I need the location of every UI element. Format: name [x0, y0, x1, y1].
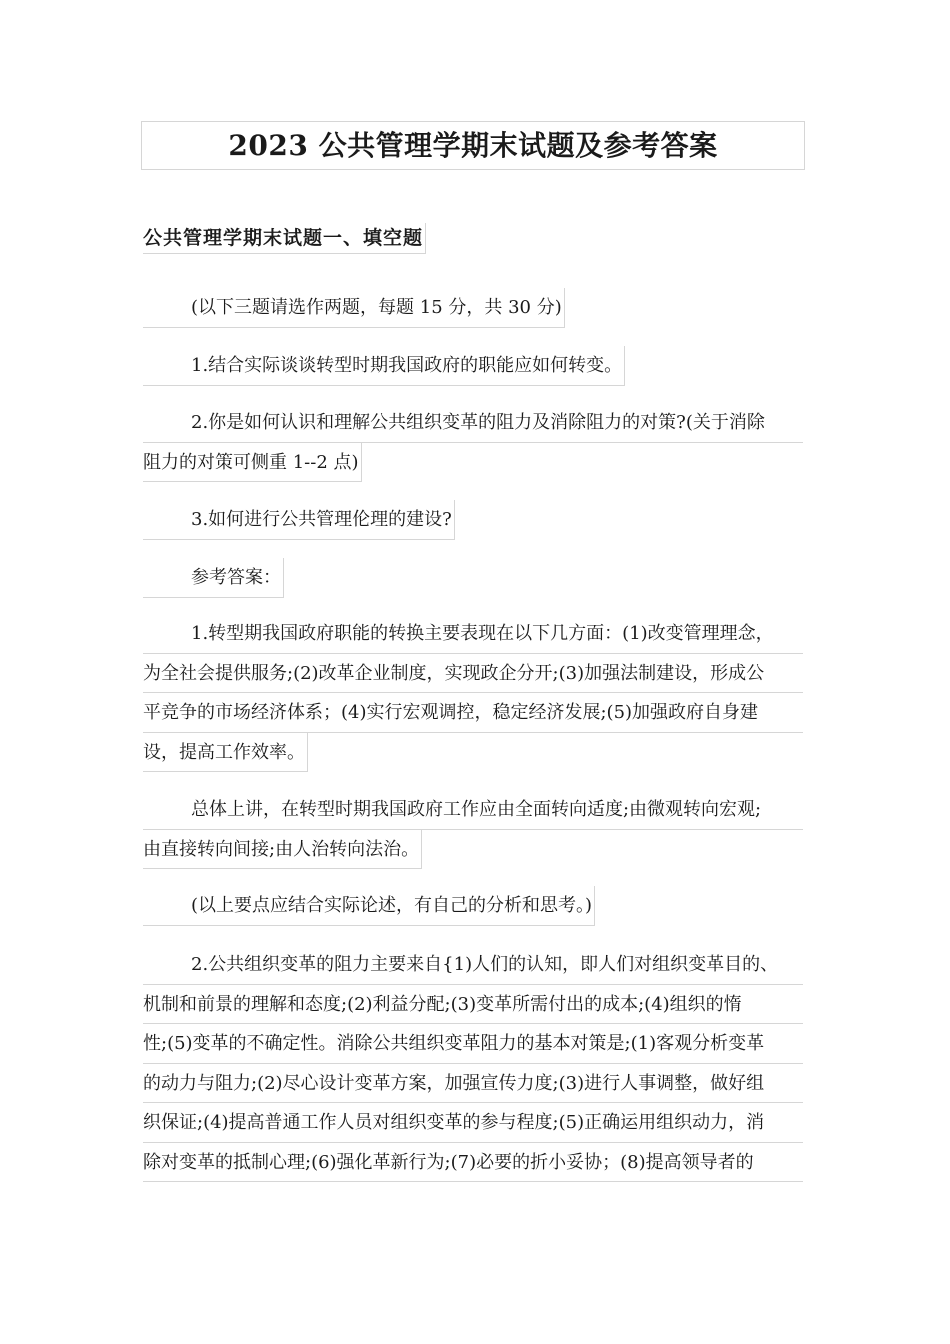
text-line: 2.公共组织变革的阻力主要来自{1)人们的认知，即人们对组织变革目的、: [143, 945, 803, 985]
text-line: 性;(5)变革的不确定性。消除公共组织变革阻力的基本对策是;(1)客观分析变革: [143, 1024, 803, 1064]
question-3: [143, 500, 803, 554]
section-heading: 公共管理学期末试题一、填空题: [143, 223, 426, 254]
text-line: 的动力与阻力;(2)尽心设计变革方案，加强宣传力度;(3)进行人事调整，做好组: [143, 1064, 803, 1104]
answer-1: [143, 614, 803, 787]
document-title: 2023 公共管理学期末试题及参考答案: [141, 121, 805, 170]
text-line: (以上要点应结合实际论述，有自己的分析和思考。): [143, 886, 595, 926]
answer-2: [143, 945, 803, 1182]
text-line: 机制和前景的理解和态度;(2)利益分配;(3)变革所需付出的成本;(4)组织的惰: [143, 985, 803, 1025]
summary-paragraph: [143, 790, 803, 884]
text-line: 设，提高工作效率。: [143, 733, 308, 773]
answer-label: [143, 558, 803, 612]
instruction-paragraph: [143, 288, 803, 342]
text-line: 2.你是如何认识和理解公共组织变革的阻力及消除阻力的对策?(关于消除: [143, 403, 803, 443]
text-line: 由直接转向间接;由人治转向法治。: [143, 830, 422, 870]
text-line: 参考答案：: [143, 558, 284, 598]
text-line: 1.转型期我国政府职能的转换主要表现在以下几方面：(1)改变管理理念，: [143, 614, 803, 654]
text-line: (以下三题请选作两题，每题 15 分，共 30 分): [143, 288, 565, 328]
text-line: 阻力的对策可侧重 1--2 点): [143, 443, 362, 483]
text-line: 织保证;(4)提高普通工作人员对组织变革的参与程度;(5)正确运用组织动力，消: [143, 1103, 803, 1143]
text-line: 平竞争的市场经济体系；(4)实行宏观调控，稳定经济发展;(5)加强政府自身建: [143, 693, 803, 733]
question-1: [143, 346, 803, 400]
text-line: 除对变革的抵制心理;(6)强化革新行为;(7)必要的折小妥协；(8)提高领导者的: [143, 1143, 803, 1183]
text-line: 为全社会提供服务;(2)改革企业制度，实现政企分开;(3)加强法制建设，形成公: [143, 654, 803, 694]
text-line: 3.如何进行公共管理伦理的建设?: [143, 500, 455, 540]
question-2: [143, 403, 803, 497]
text-line: 1.结合实际谈谈转型时期我国政府的职能应如何转变。: [143, 346, 625, 386]
text-line: 总体上讲，在转型时期我国政府工作应由全面转向适度;由微观转向宏观;: [143, 790, 803, 830]
note-paragraph: [143, 886, 803, 940]
